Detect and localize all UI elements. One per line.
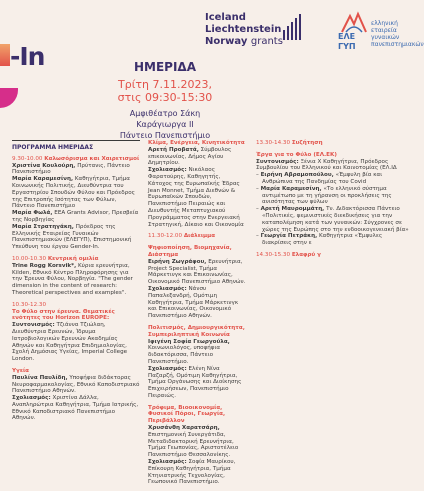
- program-item: [148, 325, 246, 400]
- program-item: [256, 140, 410, 147]
- event-date: [110, 78, 220, 104]
- event-venue: [110, 108, 220, 141]
- elegyp-mark-icon: [340, 12, 368, 34]
- list-item: – Γεωργία Πετράκη, Καθηγήτρια «Έμφυλες διακρίσεις στην ε: [256, 233, 383, 247]
- event-date-line-2: στις 09:30-15:30: [117, 91, 213, 104]
- venue-line-2: Πάντειο Πανεπιστήμιο: [119, 131, 211, 140]
- logo-norway: Norway: [205, 36, 248, 47]
- venue-line-1: Αμφιθέατρο Σάκη Καράγιωργα ΙΙ: [129, 109, 201, 129]
- talk-title: «Έμφυλη βία και Ανθρώπινα της Πανδημίας του Covid: [262, 172, 383, 185]
- elegyp-full-name: [371, 20, 424, 48]
- item-title: Έργα για το Φύλο (ΕΛ.ΕΚ): [256, 151, 337, 158]
- logo-grants: grants: [250, 36, 283, 47]
- speaker-name: Trine Rogg Korsvik*,: [12, 262, 77, 269]
- speaker-name: Ειρήνη Αβραμοπούλου,: [260, 172, 334, 179]
- speaker-name: Ειρήνη Ζωγράφου,: [148, 258, 207, 265]
- item-time: 11.30-12.00: [148, 233, 183, 240]
- eea-grants-logo: [205, 12, 305, 48]
- speaker-role: Επιστημονική Συνεργάτιδα, Μεταδιδακτορική Ερευνήτρια, Τμήμα Γεωπονίας, Αριστοτέλειο Πανεπιστήμιο Θεσσαλονίκης.: [148, 431, 239, 459]
- speaker-role: Σύμβουλος επικοινωνίας, Δήμος Αγίου Δημητρίου.: [148, 146, 232, 167]
- speaker-name: Παυλίνα Παυλίδη,: [12, 374, 68, 381]
- item-time: 10.30-12.30: [12, 301, 47, 308]
- coordinator-label: Συντονισμός:: [256, 158, 299, 165]
- item-title: Ψηφιοποίηση, Βιομηχανία, Διάστημα: [148, 245, 232, 258]
- program-title: ΠΡΟΓΡΑΜΜΑ ΗΜΕΡΙΔΑΣ: [12, 144, 94, 151]
- program-item: [148, 245, 246, 320]
- commentary-name: Νικόλαος Φαρατούρης, Καθηγητής, Κάτοχος της Ευρωπαϊκής Έδρας Jean Monnet, Τμήμα Διεθνών & Ευρωπαϊκών Σπουδών, Πανεπιστήμιο Πειραιώς και Διευθυντής Μεταπτυχιακού Προγράμματος στην Ενεργειακή Στρατηγική, Δίκαιο και Οικονομία: [148, 167, 244, 228]
- speaker-role: Κοινωνιολόγος, υποψήφια διδακτόρισσα, Πάντειο Πανεπιστήμιο.: [148, 345, 221, 365]
- item-title: Διάλειμμα: [183, 233, 216, 240]
- program-item: [12, 368, 140, 422]
- speaker-role: Καθηγήτρια, Τμήμα Κοινωνικής Πολιτικής, Διευθύντρια του Εργαστηρίου Σπουδών Φύλου και Πρόεδρος της Επιτροπής Ισότητας των Φύλων, Πάντειο Πανεπιστήμιο: [12, 176, 135, 210]
- elegyp-abbr-bottom: ΓΥΠ: [338, 42, 356, 51]
- speaker-name: Χρυσάνθη Χαρατσάρη,: [148, 425, 220, 432]
- coordinator-name: Τζιάννα Τζιώλαη, Διευθύντρια Ερευνών, Ίδρυμα Ιατροβιολογικών Ερευνών Ακαδημίας Αθηνών και Καθηγήτρια Επιδημιολογίας, Σχολή Δημόσιας Υγείας, Imperial College London.: [12, 322, 128, 363]
- item-title: Πολιτισμός, Δημιουργικότητα, Συμπεριληπτική Κοινωνία: [148, 324, 245, 338]
- commentary-name: Νάνσυ Παπαλεξανδρή, Ομότιμη Καθηγήτρια, Τμήμα Μάρκετινγκ και Επικοινωνίας, Οικονομικό Πανεπιστήμιο Αθηνών.: [148, 285, 239, 320]
- talk-title: «Το ελληνικό σύστημα αντιμέτωπο με τη γήρανση οι προκλήσεις της ανισότητας των φύλων: [262, 185, 392, 206]
- speaker-name: Μαρία Φωλά,: [12, 210, 53, 217]
- logo-bars-icon: [283, 14, 301, 40]
- commentary-name: Χριστίνα Δάλλα, Αναπληρώτρια Καθηγήτρια, Τμήμα Ιατρικής, Εθνικό Καποδιστριακό Πανεπιστήμιο Αθηνών.: [12, 395, 139, 422]
- program-column-1: [12, 140, 140, 427]
- speaker-name: Μαρία Στρατηγάκη,: [12, 223, 74, 230]
- event-info: [110, 60, 220, 141]
- commentary-label: Σχολιασμός:: [148, 365, 187, 372]
- commentary-label: Σχολιασμός:: [148, 167, 187, 174]
- elegyp-logo: [336, 12, 424, 52]
- item-title: Καλωσόρισμα και Χαιρετισμοί: [44, 155, 140, 162]
- commentary-name: Ελένη Νίνα Παζαρζή, Ομότιμη Καθηγήτρια, Τμήμα Οργάνωσης και Διοίκησης Επιχειρήσεων, Πανεπιστήμιο Πειραιώς.: [148, 365, 242, 399]
- coordinator-name: Ξένια Χ Καθηγήτρια, Πρόεδρος Συμβουλίου του Ελληνικού και Καινοτομίας (ΕΛ.ΙΔ: [256, 158, 397, 172]
- coordinator-label: Συντονισμός:: [12, 322, 55, 329]
- item-title: Τρόφιμα, Βιοοικονομία, Φυσικοί Πόροι, Γεωργία, Περιβάλλον: [148, 404, 226, 425]
- event-title-text: -In: [10, 42, 45, 71]
- speaker-name: Μαρία Καραμεσίνη,: [12, 176, 74, 183]
- program-item: [12, 302, 140, 363]
- commentary-name: Σοφία Μαυρίκου, Επίκουρη Καθηγήτρια, Τμήμα Κτηνιατρικής Τεχνολογίας, Γεωπονικό Πανεπιστήμιο.: [148, 459, 236, 486]
- commentary-label: Σχολιασμός:: [12, 395, 51, 402]
- program-item: [12, 156, 140, 251]
- program-column-3: [256, 140, 410, 264]
- item-title: Κεντρική ομιλία: [47, 255, 99, 262]
- program-column-2: [148, 140, 246, 491]
- elegyp-abbr-top: ΕΛΕ: [338, 32, 356, 41]
- logo-iceland: Iceland: [205, 12, 246, 23]
- program-item: [256, 252, 410, 259]
- item-title: Ελαφρύ γ: [291, 251, 321, 258]
- list-item: – Αρετή Μαυρομμάτη, Τν. Διδακτόρισσα Πάντειο «Πολιτικές, φεμινιστικές διεκδικήσεις για την καταπολέμηση κατά των γυναικών: Σύγχρονες σε χώρες της Ευρώπης στο την ενδοοικογενειακή βία»: [256, 206, 409, 233]
- list-item: – Μαρία Καραμεσίνη, «Το ελληνικό σύστημα αντιμέτωπο με τη γήρανση οι προκλήσεις της ανισότητας των φύλων: [256, 185, 392, 206]
- speaker-role: Υποψήφια διδάκτορας Νευροφαρμακολογίας, Εθνικό Καποδιστριακό Πανεπιστήμιο Αθηνών.: [12, 374, 140, 395]
- speaker-role: Πρόεδρος της Ελληνικής Εταιρείας Γυναικών Πανεπιστημιακών (ΕΛΕΓΥΠ), Επιστημονική Υπεύθυνη του έργου Gender-In.: [12, 223, 132, 251]
- program-item: [148, 405, 246, 487]
- item-title: Συζήτηση: [291, 140, 323, 146]
- talk-title: Καθηγήτρια «Έμφυλες διακρίσεις στην ε: [262, 233, 383, 247]
- item-time: 10.00-10.30: [12, 255, 47, 262]
- item-title: Κλίμα, Ενέργεια, Κινητικότητα: [148, 140, 245, 146]
- speaker-name: Μαρία Καραμεσίνη,: [260, 185, 322, 192]
- list-item: – Ειρήνη Αβραμοπούλου, «Έμφυλη βία και Ανθρώπινα της Πανδημίας του Covid: [256, 172, 383, 185]
- item-time: 14.30-15.30: [256, 251, 291, 258]
- item-title: Υγεία: [12, 367, 29, 374]
- item-time: 13.30-14.30: [256, 140, 291, 146]
- speaker-name: Αρετή Προβατά,: [148, 146, 199, 153]
- speaker-name: Ιφιγένη Σοφία Γεωργούλα,: [148, 338, 230, 345]
- event-title: [0, 44, 44, 69]
- elegyp-name-4: πανεπιστημιακών: [371, 41, 424, 48]
- title-gradient-bar: [0, 44, 10, 66]
- talk-title: Τν. Διδακτόρισσα Πάντειο «Πολιτικές, φεμινιστικές διεκδικήσεις για την καταπολέμηση κατά των γυναικών: Σύγχρονες σε χώρες της Ευρώπης στο την ενδοοικογενειακή βία»: [262, 206, 409, 233]
- logo-liechtenstein: Liechtenstein: [205, 24, 282, 35]
- program-item: [148, 140, 246, 228]
- elegyp-name-1: ελληνική: [371, 20, 398, 27]
- speaker-name: Γεωργία Πετράκη,: [260, 233, 318, 240]
- item-title: Το Φύλο στην έρευνα. Θεματικές ενότητες του Horizon EUROPE:: [12, 308, 115, 322]
- program-item: [148, 233, 246, 240]
- program-item: [12, 256, 140, 297]
- event-heading: ΗΜΕΡΙΔΑ: [133, 60, 196, 74]
- speaker-role: Ερευνήτρια, Project Specialist, Τμήμα Μάρκετινγκ και Επικοινωνίας, Οικονομικό Πανεπιστήμιο Αθηνών.: [148, 258, 246, 286]
- elegyp-name-3: γυναικών: [371, 34, 400, 41]
- elegyp-name-2: εταιρεία: [371, 27, 397, 34]
- commentary-label: Σχολιασμός:: [148, 459, 187, 466]
- decorative-arc: [0, 88, 18, 108]
- item-time: 9.30-10.00: [12, 155, 43, 162]
- speaker-role: EEA Grants Advisor, Πρεσβεία της Νορβηγίας: [12, 210, 139, 223]
- commentary-label: Σχολιασμός:: [148, 285, 187, 292]
- program-item: [256, 152, 410, 247]
- speaker-role: Πρύτανις, Πάντειο Πανεπιστήμιο: [12, 162, 130, 176]
- event-date-line-1: Τρίτη 7.11.2023,: [118, 78, 212, 91]
- speaker-name: Χριστίνα Κουλούρη,: [12, 162, 76, 169]
- speaker-name: Αρετή Μαυρομμάτη,: [260, 206, 325, 213]
- speaker-role: Κύρια ερευνήτρια, Kilden, Εθνικό Κέντρο Πληροφόρησης για την Έρευνα Φύλου, Νορβηγία. "The gender dimension in the content of research: Theoretical perspectives and examples".: [12, 262, 133, 296]
